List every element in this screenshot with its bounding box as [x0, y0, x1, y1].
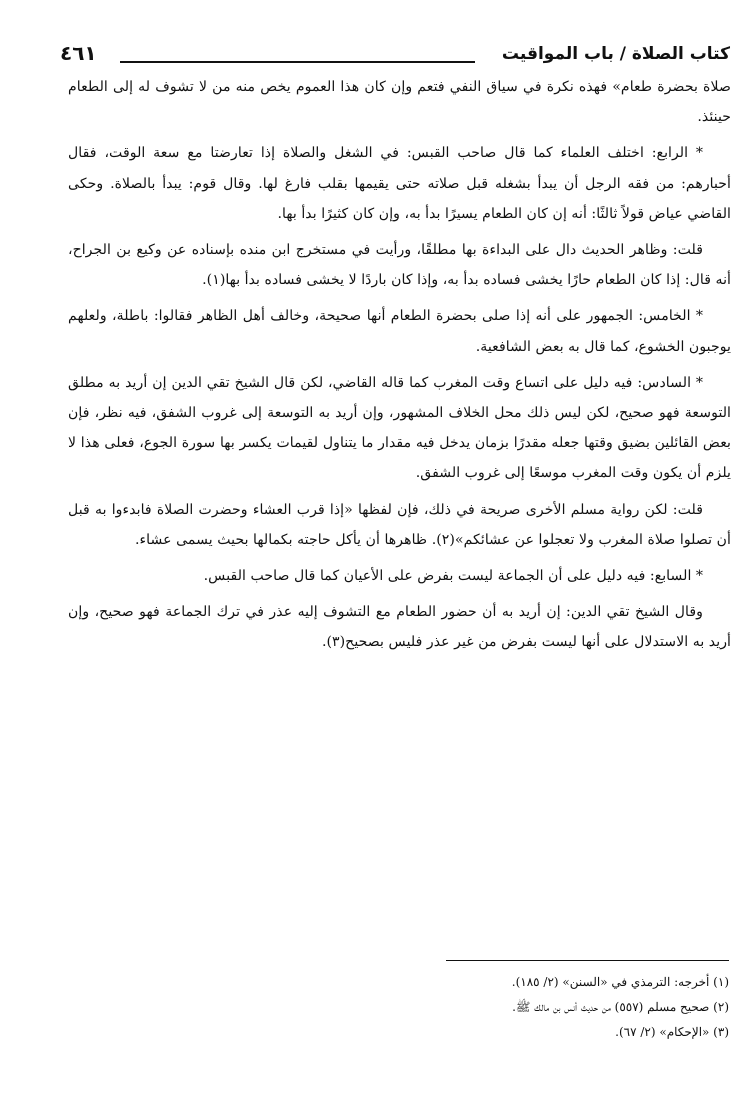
- paragraph-continuation: صلاة بحضرة طعام» فهذه نكرة في سياق النفي فتعم وإن كان هذا العموم يخص منه من لا تشوف له إلى الطعام حينئذ.: [68, 79, 731, 126]
- paragraph-sixth: * السادس: فيه دليل على اتساع وقت المغرب كما قاله القاضي، لكن قال الشيخ تقي الدين إن أريد به مطلق التوسعة فهو صحيح، لكن ليس ذلك محل الخلاف المشهور، وإن أريد به التوسعة إلى غروب الشفق، فيه نظر، فإن بعض القائلين بضيق وقتها جعله مقدرًا بزمان يدخل فيه مقدار ما يتناول لقيمات يكسر بها سورة الجوع، فعلى هذا لا يلزم أن يكون وقت المغرب موسعًا إلى غروب الشفق.: [68, 374, 731, 482]
- footnote-3: (٣) «الإحكام» (٢/ ٦٧).: [615, 1025, 729, 1039]
- footnote-2: (٢) صحيح مسلم (٥٥٧) من حديث أنس بن مالك ﷺ.: [512, 1000, 729, 1014]
- chapter-title: كتاب الصلاة / باب المواقيت: [501, 44, 730, 64]
- paragraph-seventh: * السابع: فيه دليل على أن الجماعة ليست بفرض على الأعيان كما قال صاحب القبس.: [203, 568, 703, 585]
- header-rule: [120, 61, 475, 63]
- paragraph-shaykh: وقال الشيخ تقي الدين: إن أريد به أن حضور الطعام مع التشوف إليه عذر في ترك الجماعة فهو صحيح، وإن أريد به الاستدلال على أنها ليست بفرض من غير عذر فليس بصحيح(٣).: [68, 604, 731, 651]
- paragraph-fifth: * الخامس: الجمهور على أنه إذا صلى بحضرة الطعام أنها صحيحة، وخالف أهل الظاهر فقالوا: باطلة، ولعلهم يوجبون الخشوع، كما قال به بعض الشافعية.: [68, 308, 731, 355]
- footnote-rule: [446, 960, 729, 961]
- paragraph-qultu-1: قلت: وظاهر الحديث دال على البداءة بها مطلقًا، ورأيت في مستخرج ابن منده بإسناده عن وكيع بن الجراح، أنه قال: إذا كان الطعام حارًا يخشى فساده بدأ به، وإذا كان باردًا لا يخشى فساده بدأ بها(١).: [68, 242, 731, 289]
- paragraph-qultu-2: قلت: لكن رواية مسلم الأخرى صريحة في ذلك، فإن لفظها «إذا قرب العشاء وحضرت الصلاة فابدءوا به قبل أن تصلوا صلاة المغرب ولا تعجلوا عن عشائكم»(٢). ظاهرها أن يأكل حاجته بكمالها بحيث يسمى عشاء.: [68, 501, 731, 548]
- running-header: [60, 40, 730, 70]
- footnotes: [169, 970, 729, 1045]
- footnote-1: (١) أخرجه: الترمذي في «السنن» (٢/ ١٨٥).: [511, 975, 729, 989]
- paragraph-fourth: * الرابع: اختلف العلماء كما قال صاحب القبس: في الشغل والصلاة إذا تعارضتا مع سعة الوقت، فقال أحبارهم: من فقه الرجل أن يبدأ بشغله قبل صلاته حتى يقيمها بقلب فارغ لها. وقال قوم: يبدأ بالصلاة. وحكى القاضي عياض قولاً ثالثًا: أنه إن كان الطعام يسيرًا بدأ به، وإن كان كثيرًا بدأ بها.: [68, 145, 731, 222]
- page-number: ٤٦١: [60, 41, 97, 65]
- main-text: [68, 72, 731, 664]
